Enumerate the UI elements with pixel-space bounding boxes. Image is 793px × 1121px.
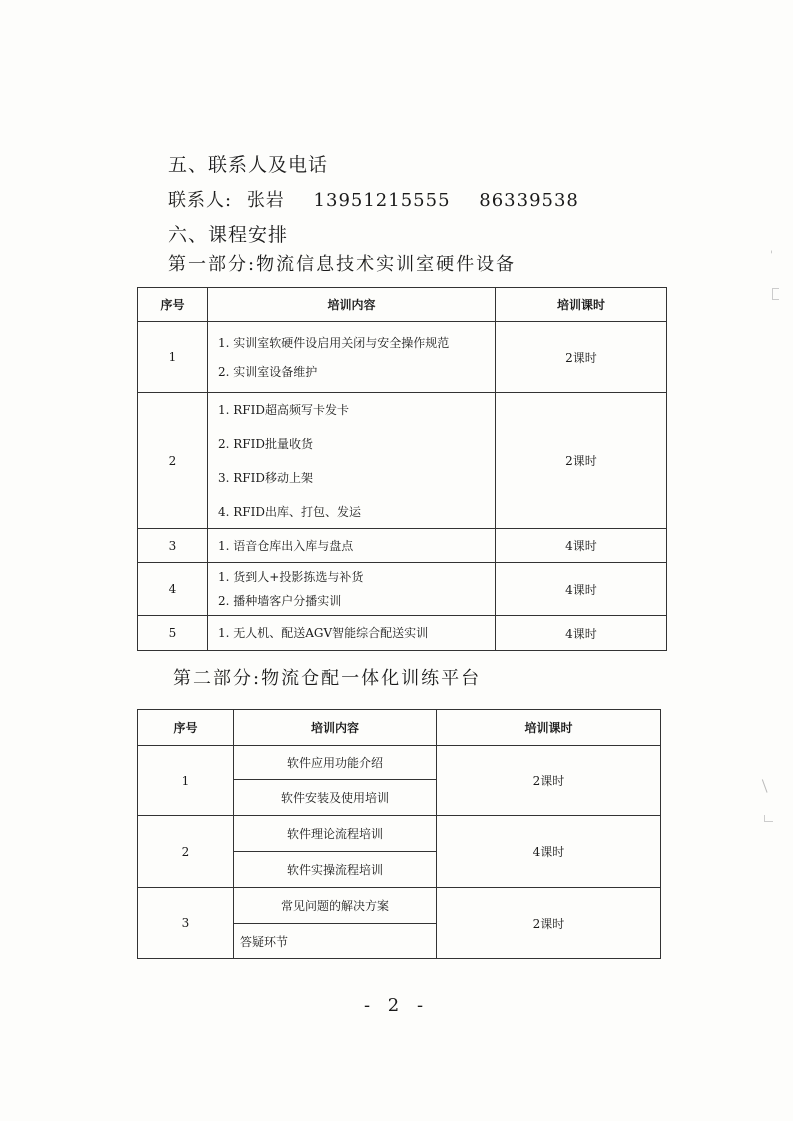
row-hours: 2课时 — [437, 888, 661, 959]
row-hours: 2课时 — [496, 322, 667, 393]
row-hours: 4课时 — [496, 563, 667, 616]
row-hours: 2课时 — [437, 746, 661, 816]
row-content-item: 软件应用功能介绍 — [234, 746, 437, 780]
list-item: 1. 货到人+投影拣选与补货 — [218, 570, 364, 584]
contact-phone-1: 13951215555 — [313, 190, 451, 211]
header-no: 序号 — [138, 710, 234, 746]
row-content-item: 软件安装及使用培训 — [234, 780, 437, 816]
list-item: 2. RFID批量收货 — [218, 436, 313, 451]
row-no: 3 — [138, 529, 208, 563]
list-item: 1. 无人机、配送AGV智能综合配送实训 — [218, 626, 429, 640]
row-hours: 4课时 — [496, 529, 667, 563]
row-content — [208, 529, 496, 563]
row-content-item: 软件实操流程培训 — [234, 852, 437, 888]
row-content-item: 答疑环节 — [234, 924, 437, 959]
list-item: 3. RFID移动上架 — [218, 470, 313, 485]
table-header-row — [138, 710, 661, 746]
table-row — [138, 322, 667, 393]
table-row — [138, 616, 667, 651]
row-no: 2 — [138, 816, 234, 888]
list-item: 2. 实训室设备维护 — [218, 364, 318, 379]
table-row — [138, 529, 667, 563]
table-row — [138, 393, 667, 529]
list-item: 2. 播种墙客户分播实训 — [218, 594, 342, 608]
contact-line — [168, 186, 579, 212]
scan-mark — [772, 288, 779, 300]
list-item: 4. RFID出库、打包、发运 — [218, 504, 361, 519]
table-header-row — [138, 288, 667, 322]
row-content — [208, 322, 496, 393]
row-no: 2 — [138, 393, 208, 529]
row-no: 1 — [138, 322, 208, 393]
table-row — [138, 746, 661, 780]
section6-heading: 六、课程安排 — [168, 224, 289, 246]
row-content — [208, 616, 496, 651]
header-hours: 培训课时 — [496, 288, 667, 322]
scan-mark — [762, 777, 773, 793]
list-item: 1. 语音仓库出入库与盘点 — [218, 538, 354, 553]
part1-table — [137, 287, 667, 651]
row-content-item: 常见问题的解决方案 — [234, 888, 437, 924]
row-content — [208, 563, 496, 616]
contact-phone-2: 86339538 — [479, 190, 579, 211]
part2-title: 第二部分:物流仓配一体化训练平台 — [173, 668, 482, 689]
table-row — [138, 816, 661, 852]
row-hours: 4课时 — [496, 616, 667, 651]
part1-title: 第一部分:物流信息技术实训室硬件设备 — [168, 254, 517, 275]
header-content: 培训内容 — [234, 710, 437, 746]
scan-mark: ' — [770, 250, 773, 261]
row-hours: 2课时 — [496, 393, 667, 529]
part2-table — [137, 709, 661, 959]
table-row — [138, 563, 667, 616]
contact-label: 联系人: — [168, 190, 233, 211]
contact-name: 张岩 — [246, 190, 285, 211]
row-no: 5 — [138, 616, 208, 651]
row-no: 3 — [138, 888, 234, 959]
row-no: 4 — [138, 563, 208, 616]
row-hours: 4课时 — [437, 816, 661, 888]
list-item: 1. 实训室软硬件设启用关闭与安全操作规范 — [218, 335, 450, 350]
row-content — [208, 393, 496, 529]
row-content-item: 软件理论流程培训 — [234, 816, 437, 852]
list-item: 1. RFID超高频写卡发卡 — [218, 402, 349, 417]
header-hours: 培训课时 — [437, 710, 661, 746]
page-number: - 2 - — [363, 995, 430, 1016]
table-row — [138, 888, 661, 924]
section5-heading: 五、联系人及电话 — [168, 154, 329, 176]
header-content: 培训内容 — [208, 288, 496, 322]
header-no: 序号 — [138, 288, 208, 322]
row-no: 1 — [138, 746, 234, 816]
scan-mark — [764, 815, 773, 822]
